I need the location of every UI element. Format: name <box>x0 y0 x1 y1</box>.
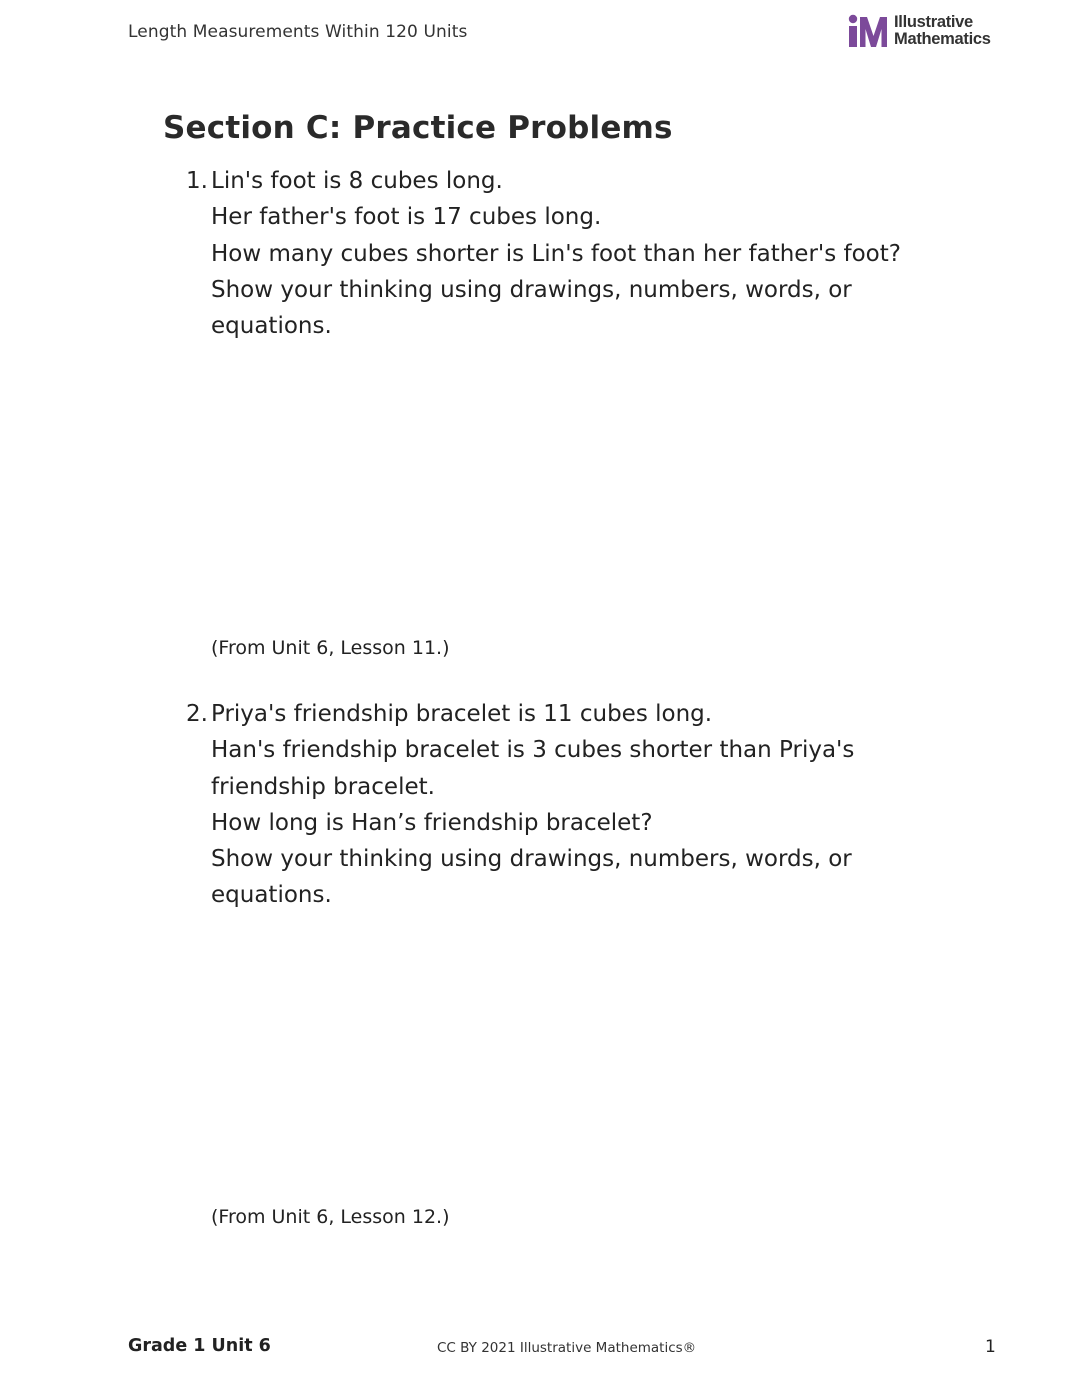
problem-line: equations. <box>211 882 332 909</box>
problem-line: Lin's foot is 8 cubes long. <box>211 168 503 194</box>
problem-line: Han's friendship bracelet is 3 cubes shorter than Priya's <box>211 737 855 764</box>
problem-1-source: (From Unit 6, Lesson 11.) <box>211 637 450 659</box>
problem-2-source: (From Unit 6, Lesson 12.) <box>211 1206 450 1228</box>
problem-line: How many cubes shorter is Lin's foot than her father's foot? <box>211 240 901 267</box>
problem-line: equations. <box>211 313 332 340</box>
problem-text <box>211 163 926 344</box>
document-header-title: Length Measurements Within 120 Units <box>128 22 468 42</box>
problem-line: Show your thinking using drawings, numbers, words, or <box>211 276 852 303</box>
problem-line: Priya's friendship bracelet is 11 cubes long. <box>211 701 713 727</box>
logo-line-2: Mathematics <box>894 30 991 48</box>
logo-wordmark <box>894 14 991 48</box>
problem-number: 1. <box>186 168 208 194</box>
problem-line: Her father's foot is 17 cubes long. <box>211 204 602 231</box>
section-title: Section C: Practice Problems <box>163 110 673 146</box>
problem-number: 2. <box>186 701 208 727</box>
problem-line: How long is Han’s friendship bracelet? <box>211 809 653 836</box>
problem-line: Show your thinking using drawings, numbers, words, or <box>211 846 852 873</box>
page-number: 1 <box>985 1337 996 1357</box>
problem-text <box>211 696 926 914</box>
logo-line-1: Illustrative <box>894 13 973 31</box>
im-logo-icon <box>848 14 888 48</box>
illustrative-mathematics-logo <box>848 14 991 48</box>
footer-copyright: CC BY 2021 Illustrative Mathematics® <box>437 1340 697 1356</box>
footer-grade-unit: Grade 1 Unit 6 <box>128 1336 271 1356</box>
problem-line: friendship bracelet. <box>211 773 435 800</box>
